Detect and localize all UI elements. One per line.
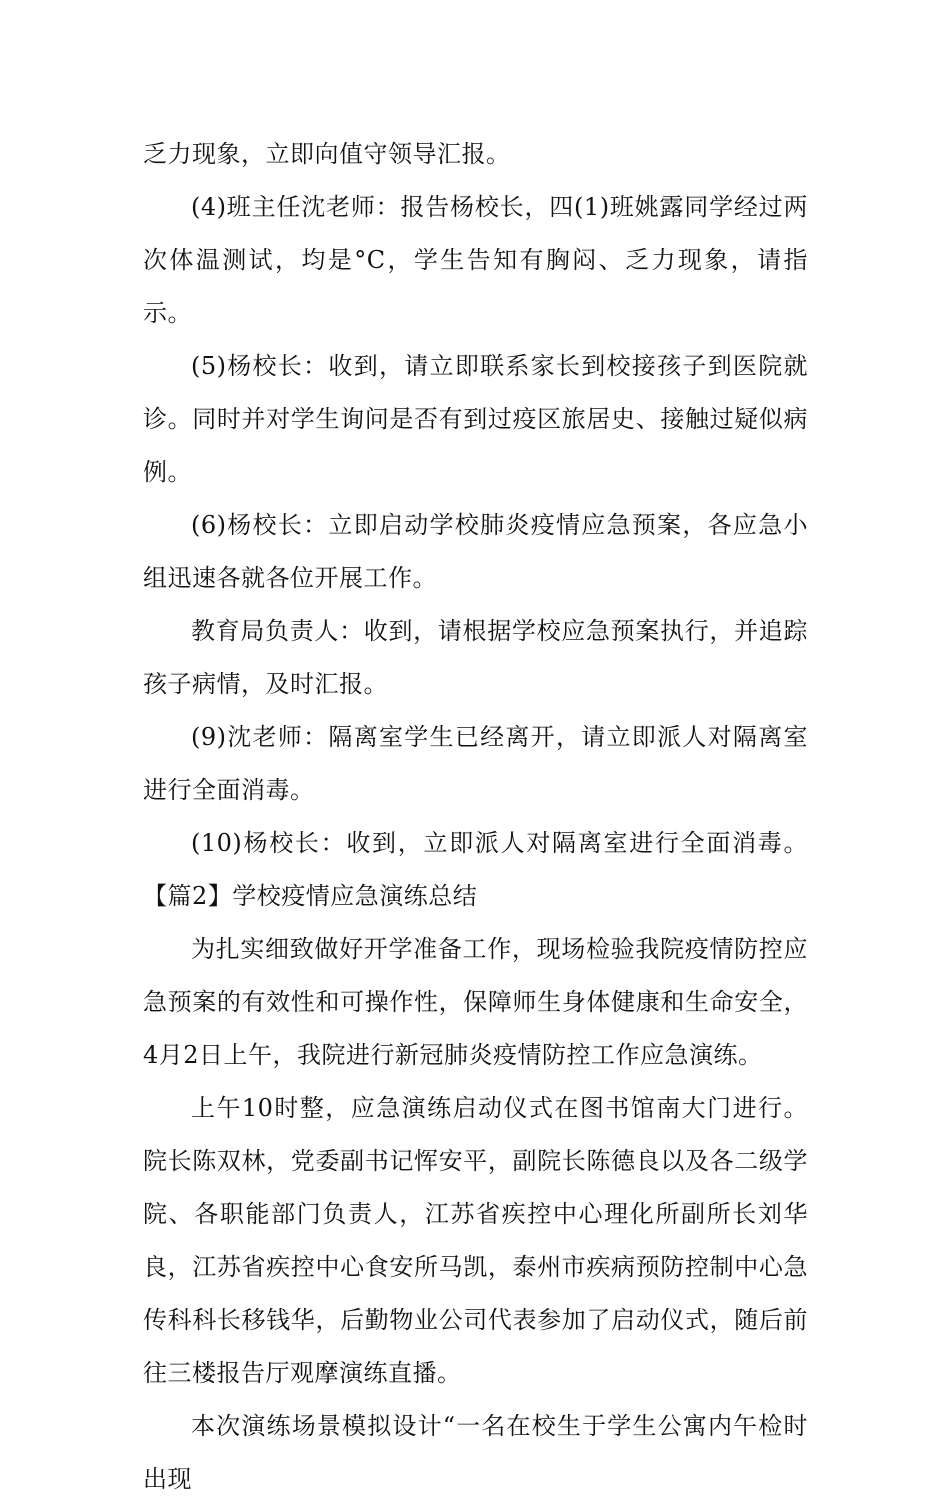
paragraph: 教育局负责人：收到，请根据学校应急预案执行，并追踪孩子病情，及时汇报。 (143, 617, 808, 698)
paragraph: (6)杨校长：立即启动学校肺炎疫情应急预案，各应急小组迅速各就各位开展工作。 (143, 511, 808, 592)
paragraph: (9)沈老师：隔离室学生已经离开，请立即派人对隔离室进行全面消毒。 (143, 723, 808, 804)
document-page (143, 128, 808, 1506)
paragraph: (5)杨校长：收到，请立即联系家长到校接孩子到医院就诊。同时并对学生询问是否有到过疫区旅居史、接触过疑似病例。 (143, 352, 808, 486)
paragraph: (10)杨校长：收到，立即派人对隔离室进行全面消毒。【篇2】学校疫情应急演练总结 (143, 829, 808, 910)
paragraph: (4)班主任沈老师：报告杨校长，四(1)班姚露同学经过两次体温测试，均是°C，学生告知有胸闷、乏力现象，请指示。 (143, 193, 808, 327)
paragraph: 乏力现象，立即向值守领导汇报。 (143, 140, 511, 168)
paragraph: 上午10时整，应急演练启动仪式在图书馆南大门进行。院长陈双林，党委副书记恽安平，副院长陈德良以及各二级学院、各职能部门负责人，江苏省疾控中心理化所副所长刘华良，江苏省疾控中心食安所马凯，泰州市疾病预防控制中心急传科科长移钱华，后勤物业公司代表参加了启动仪式，随后前往三楼报告厅观摩演练直播。 (143, 1094, 808, 1387)
paragraph: 本次演练场景模拟设计“一名在校生于学生公寓内午检时出现 (143, 1412, 808, 1493)
paragraph: 为扎实细致做好开学准备工作，现场检验我院疫情防控应急预案的有效性和可操作性，保障师生身体健康和生命安全，4月2日上午，我院进行新冠肺炎疫情防控工作应急演练。 (143, 935, 808, 1069)
